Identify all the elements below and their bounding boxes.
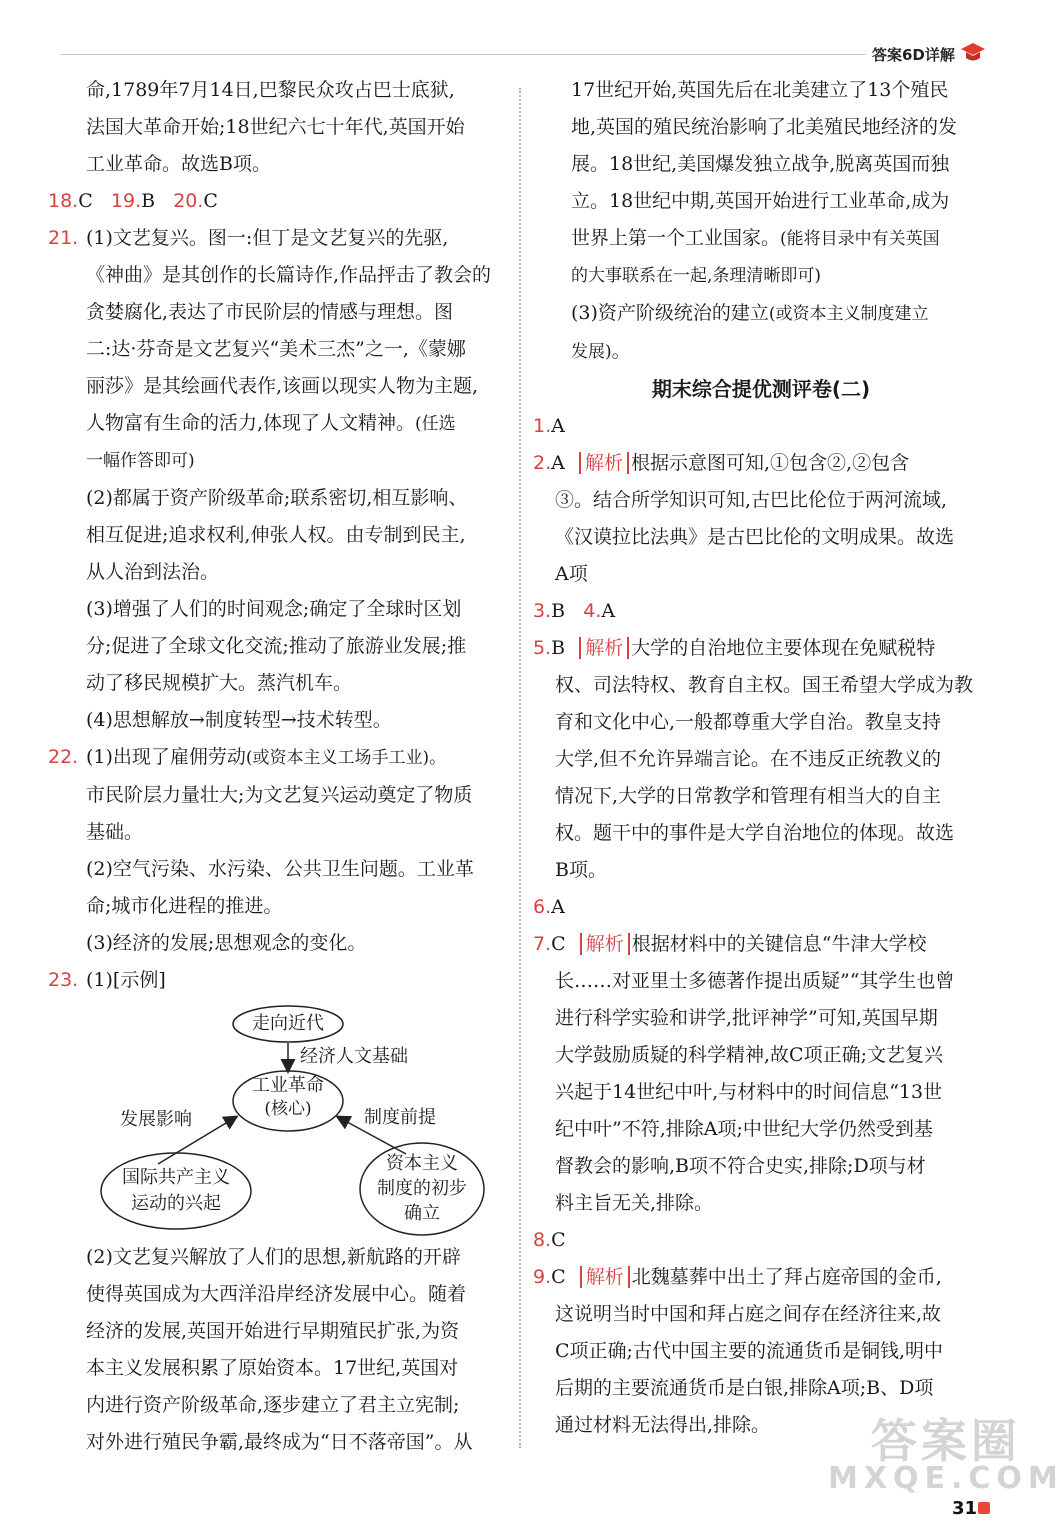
text-line: 督教会的影响,B项不符合史实,排除;D项与材 bbox=[555, 1155, 926, 1177]
diagram-top-label: 走向近代 bbox=[252, 1013, 324, 1034]
text-line: 使得英国成为大西洋沿岸经济发展中心。随着 bbox=[86, 1283, 467, 1305]
answer-value: A bbox=[551, 896, 565, 918]
diagram-center-sub: (核心) bbox=[264, 1099, 312, 1119]
note-text: (能将目录中有关英国 bbox=[780, 229, 940, 249]
header-rule bbox=[60, 54, 866, 55]
text-line: 后期的主要流通货币是白银,排除A项;B、D项 bbox=[555, 1377, 934, 1399]
answer-row-8 bbox=[533, 1222, 989, 1259]
answer-value: C bbox=[551, 933, 566, 955]
answer-row-6 bbox=[533, 889, 989, 926]
text-line: 世界上第一个工业国家。 bbox=[571, 227, 781, 249]
question-number: 2. bbox=[533, 452, 552, 474]
text-line: 权。题干中的事件是大学自治地位的体现。故选 bbox=[555, 822, 955, 844]
answer-value: B bbox=[551, 637, 566, 659]
question-number: 19. bbox=[110, 190, 142, 212]
note-text: 发展) bbox=[571, 342, 612, 362]
diagram-left-oval-text: 国际共产主义 运动的兴起 bbox=[122, 1167, 230, 1214]
text-line: B项。 bbox=[555, 859, 607, 881]
text-line: 通过材料无法得出,排除。 bbox=[555, 1414, 771, 1436]
text-line: 基础。 bbox=[86, 821, 144, 843]
text-line: 根据材料中的关键信息“牛津大学校 bbox=[631, 933, 927, 955]
concept-diagram bbox=[48, 999, 510, 1239]
text-line: 地,英国的殖民统治影响了北美殖民地经济的发 bbox=[571, 116, 958, 138]
question-21 bbox=[48, 220, 510, 739]
answer-value: C bbox=[203, 190, 218, 212]
text-line: 育和文化中心,一般都尊重大学自治。教皇支持 bbox=[555, 711, 942, 733]
text-line: 展。18世纪,美国爆发独立战争,脱离英国而独 bbox=[571, 153, 950, 175]
text-line: 纪中叶”不符,排除A项;中世纪大学仍然受到基 bbox=[555, 1118, 933, 1140]
watermark: 答案圈 MXQE.COM bbox=[828, 1414, 1064, 1496]
text-line: 内进行资产阶级革命,逐步建立了君主立宪制; bbox=[86, 1394, 460, 1416]
text-line: 北魏墓葬中出土了拜占庭帝国的金币, bbox=[631, 1266, 942, 1288]
answer-row-18-20 bbox=[48, 183, 510, 220]
text-line: 立。18世纪中期,英国开始进行工业革命,成为 bbox=[571, 190, 950, 212]
text-line: A项 bbox=[555, 563, 588, 585]
answer-5 bbox=[533, 630, 989, 889]
question-22 bbox=[48, 739, 510, 962]
question-number: 8. bbox=[533, 1229, 552, 1251]
text-line: 权、司法特权、教育自主权。国王希望大学成为教 bbox=[555, 674, 974, 696]
analysis-tag: 解析 bbox=[580, 933, 630, 955]
text-line: 二:达·芬奇是文艺复兴“美术三杰”之一,《蒙娜 bbox=[86, 338, 466, 360]
text-line: (3)增强了人们的时间观念;确定了全球时区划 bbox=[86, 598, 462, 620]
question-number: 4. bbox=[583, 600, 602, 622]
text-line: 根据示意图可知,①包含②,②包含 bbox=[630, 452, 910, 474]
answer-value: C bbox=[551, 1229, 566, 1251]
text-line: 动了移民规模扩大。蒸汽机车。 bbox=[86, 672, 353, 694]
text-line: 工业革命。故选B项。 bbox=[86, 153, 271, 175]
text-line: 长……对亚里士多德著作提出质疑”“其学生也曾 bbox=[555, 970, 955, 992]
question-number: 9. bbox=[533, 1266, 552, 1288]
answer-7 bbox=[533, 926, 989, 1222]
text-line: 兴起于14世纪中叶,与材料中的时间信息“13世 bbox=[555, 1081, 943, 1103]
analysis-tag: 解析 bbox=[579, 637, 629, 659]
note-text: 一幅作答即可) bbox=[86, 451, 195, 471]
cap-logo-icon bbox=[960, 42, 986, 64]
question-number: 18. bbox=[48, 190, 79, 212]
text-line: 进行科学实验和讲学,批评神学”可知,英国早期 bbox=[555, 1007, 938, 1029]
question-23 bbox=[48, 962, 510, 1461]
question-number: 20. bbox=[173, 190, 204, 212]
right-column bbox=[533, 72, 989, 1444]
left-column bbox=[48, 72, 510, 1461]
text-line: 《汉谟拉比法典》是古巴比伦的文明成果。故选 bbox=[555, 526, 955, 548]
text-line: 人物富有生命的活力,体现了人文精神。 bbox=[86, 412, 416, 434]
answer-2 bbox=[533, 445, 989, 593]
text-line: 这说明当时中国和拜占庭之间存在经济往来,故 bbox=[555, 1303, 942, 1325]
text-line: (1)文艺复兴。图一:但丁是文艺复兴的先驱, bbox=[86, 227, 449, 249]
text-line: 对外进行殖民争霸,最终成为“日不落帝国”。从 bbox=[86, 1431, 473, 1453]
text-line: 相互促进;追求权利,伸张人权。由专制到民主, bbox=[86, 524, 466, 546]
column-divider bbox=[519, 88, 521, 1448]
text-line: 丽莎》是其绘画代表作,该画以现实人物为主题, bbox=[86, 375, 479, 397]
answer-row-3-4 bbox=[533, 593, 989, 630]
text-line: 大学,但不允许异端言论。在不违反正统教义的 bbox=[555, 748, 942, 770]
question-number: 7. bbox=[533, 933, 552, 955]
diagram-left-label: 发展影响 bbox=[120, 1109, 192, 1130]
note-text: 的大事联系在一起,条理清晰即可) bbox=[571, 266, 822, 286]
text-line: 法国大革命开始;18世纪六七十年代,英国开始 bbox=[86, 116, 465, 138]
question-number: 22. bbox=[48, 746, 79, 768]
question-number: 23. bbox=[48, 969, 79, 991]
text-line: 命;城市化进程的推进。 bbox=[86, 895, 283, 917]
text-line: 分;促进了全球文化交流;推动了旅游业发展;推 bbox=[86, 635, 467, 657]
answer-value: B bbox=[141, 190, 156, 212]
text-line: 命,1789年7月14日,巴黎民众攻占巴士底狱, bbox=[86, 79, 455, 101]
text-line: 17世纪开始,英国先后在北美建立了13个殖民 bbox=[571, 79, 949, 101]
page-corner-mark bbox=[978, 1502, 990, 1514]
answer-value: C bbox=[551, 1266, 566, 1288]
answer-row-1 bbox=[533, 408, 989, 445]
note-text: (或资本主义制度建立 bbox=[768, 304, 929, 324]
question-number: 3. bbox=[533, 600, 552, 622]
text-line: 料主旨无关,排除。 bbox=[555, 1192, 714, 1214]
question-number: 5. bbox=[533, 637, 552, 659]
answer-value: A bbox=[551, 415, 565, 437]
diagram-right-oval-text: 资本主义 制度的初步 确立 bbox=[377, 1153, 467, 1224]
answer-value: A bbox=[551, 452, 565, 474]
text-line: (3)经济的发展;思想观念的变化。 bbox=[86, 932, 367, 954]
text-line: 。 bbox=[611, 340, 631, 362]
text-line: 市民阶层力量壮大;为文艺复兴运动奠定了物质 bbox=[86, 784, 473, 806]
text-line: C项正确;古代中国主要的流通货币是铜钱,明中 bbox=[555, 1340, 943, 1362]
text-line: (2)都属于资产阶级革命;联系密切,相互影响、 bbox=[86, 487, 468, 509]
analysis-tag: 解析 bbox=[579, 452, 629, 474]
header-label: 答案6D详解 bbox=[872, 46, 955, 64]
text-line: (1)[示例] bbox=[86, 969, 166, 991]
answer-value: C bbox=[78, 190, 93, 212]
note-text: (或资本主义工场手工业)。 bbox=[245, 748, 447, 768]
text-line: (1)出现了雇佣劳动 bbox=[86, 746, 246, 768]
text-line: 贪婪腐化,表达了市民阶层的情感与理想。图 bbox=[86, 301, 454, 323]
diagram-center-label: 工业革命 bbox=[252, 1075, 324, 1096]
section-title: 期末综合提优测评卷(二) bbox=[651, 377, 871, 401]
text-line: (3)资产阶级统治的建立 bbox=[571, 302, 769, 324]
diagram-top-arrow-label: 经济人文基础 bbox=[300, 1046, 408, 1067]
question-number: 1. bbox=[533, 415, 552, 437]
text-line: 从人治到法治。 bbox=[86, 561, 220, 583]
text-line: 经济的发展,英国开始进行早期殖民扩张,为资 bbox=[86, 1320, 460, 1342]
text-line: (2)文艺复兴解放了人们的思想,新航路的开辟 bbox=[86, 1246, 461, 1268]
text-line: (4)思想解放→制度转型→技术转型。 bbox=[86, 709, 392, 731]
text-line: 大学的自治地位主要体现在免赋税特 bbox=[631, 637, 936, 659]
answer-value: A bbox=[601, 600, 616, 622]
text-line: 情况下,大学的日常教学和管理有相当大的自主 bbox=[555, 785, 942, 807]
question-number: 21. bbox=[48, 227, 79, 249]
text-line: (2)空气污染、水污染、公共卫生问题。工业革 bbox=[86, 858, 474, 880]
answer-value: B bbox=[551, 600, 566, 622]
analysis-tag: 解析 bbox=[580, 1266, 630, 1288]
text-line: 《神曲》是其创作的长篇诗作,作品抨击了教会的 bbox=[86, 264, 492, 286]
text-line: 本主义发展积累了原始资本。17世纪,英国对 bbox=[86, 1357, 459, 1379]
note-text: (任选 bbox=[415, 414, 456, 434]
page-number: 31 bbox=[952, 1498, 978, 1519]
question-number: 6. bbox=[533, 896, 552, 918]
diagram-right-label: 制度前提 bbox=[364, 1107, 436, 1128]
text-line: ③。结合所学知识可知,古巴比伦位于两河流域, bbox=[555, 489, 948, 511]
text-line: 大学鼓励质疑的科学精神,故C项正确;文艺复兴 bbox=[555, 1044, 943, 1066]
